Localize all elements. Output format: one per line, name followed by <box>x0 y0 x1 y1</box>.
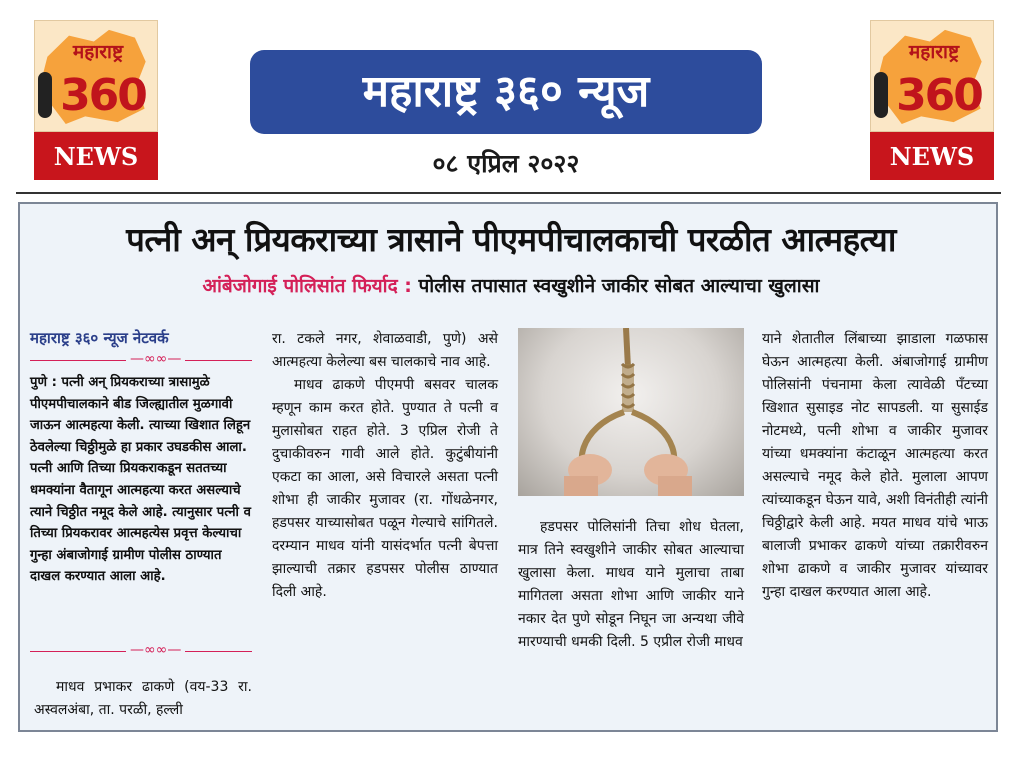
article-subhead <box>28 272 994 298</box>
column-2-para-1: रा. टकले नगर, शेवाळवाडी, पुणे) असे आत्महत्या केलेल्या बस चालकाचे नाव आहे. <box>272 331 498 370</box>
subhead-lead: आंबेजोगाई पोलिसांत फिर्याद : <box>202 275 412 297</box>
logo-number: 360 <box>896 70 982 121</box>
article-headline: पत्नी अन् प्रियकराच्या त्रासाने पीएमपीचालकाची परळीत आत्महत्या <box>126 220 896 259</box>
noose-photo <box>518 328 744 496</box>
column-4-text: याने शेतातील लिंबाच्या झाडाला गळफास घेऊन आत्महत्या केली. अंबाजोगाई ग्रामीण पोलिसांनी पंचनामा केला त्यावेळी पँटच्या खिशात सुसाइड नोट सापडली. या सुसाईड नोटमध्ये, पत्नी शोभा व जाकीर मुजावर यांच्या धमक्यांना कंटाळून आत्महत्या करत असल्याचे नमूद केले होते. मुलाला आपण त्यांच्याकडून घेऊन यावे, अशी विनंतीही त्यांनी चिठ्ठीद्वारे केली आहे. मयत माधव यांचे भाऊ बालाजी प्रभाकर ढाकणे यांच्या तक्रारीवरुन शोभा ढाकणे व जाकीर मुजावर यांच्यावर गुन्हा दाखल करण्यात आला आहे. <box>762 331 988 600</box>
masthead-date: ०८ एप्रिल २०२२ <box>432 149 580 178</box>
divider-ornament: —∞∞— <box>126 350 185 368</box>
network-byline: महाराष्ट्र ३६० न्यूज नेटवर्क <box>30 329 169 347</box>
article-column-4 <box>762 328 988 604</box>
column-1-text: माधव प्रभाकर ढाकणे (वय-33 रा. अस्वलअंबा, ता. परळी, हल्ली <box>34 679 252 718</box>
logo-right <box>870 20 994 180</box>
ornament-divider-top <box>30 351 252 367</box>
logo-news-text: NEWS <box>53 142 139 171</box>
logo-number: 360 <box>60 70 146 121</box>
masthead-title: महाराष्ट्र ३६० न्यूज <box>250 50 762 134</box>
logo-news-text: NEWS <box>889 142 975 171</box>
divider-ornament: —∞∞— <box>126 641 185 659</box>
logo-state-text: महाराष्ट्र <box>908 41 960 63</box>
summary-box: पुणे : पत्नी अन् प्रियकराच्या त्रासामुळे पीएमपीचालकाने बीड जिल्ह्यातील मुळगावी जाऊन आत्महत्या केली. त्याच्या खिशात लिहून ठेवलेल्या चिठ्ठीमुळे हा प्रकार उघडकीस आला. पत्नी आणि तिच्या प्रियकराकडून सततच्या धमक्यांना वैतागून आत्महत्या करत असल्याचे त्याने चिठ्ठीत नमूद केले आहे. त्यानुसार पत्नी व तिच्या प्रियकरावर आत्महत्येस प्रवृत्त केल्याचा गुन्हा अंबाजोगाई ग्रामीण पोलीस ठाण्यात दाखल करण्यात आला आहे. <box>30 375 251 585</box>
column-3-text: हडपसर पोलिसांनी तिचा शोध घेतला, मात्र तिने स्वखुशीने जाकीर सोबत आल्याचा खुलासा केला. माधव याने मुलाचा ताबा मागितला असता शोभा आणि जाकीर याने नकार देत पुणे सोडून निघून जा अन्यथा जीवे मारण्याची धमकी दिली. 5 एप्रील रोजी माधव <box>518 519 744 650</box>
ornament-divider-bottom <box>30 642 252 658</box>
column-2-para-2: माधव ढाकणे पीएमपी बसवर चालक म्हणून काम करत होते. पुण्यात ते पत्नी व मुलासोबत राहत होते. 3 एप्रिल रोजी ते दुचाकीवरुन गावी आले होते. कुटुंबीयांनी एकटा का आला, असे विचारले असता पत्नी शोभा ही जाकीर मुजावर (रा. गोंधळेनगर, हडपसर याच्यासोबत पळून गेल्याचे सांगितले. दरम्यान माधव यांनी यासंदर्भात पत्नी बेपत्ता झाल्याची तक्रार हडपसर पोलीस ठाण्यात दिली आहे. <box>272 377 498 600</box>
article-column-2 <box>272 328 498 604</box>
article-column-3 <box>518 516 744 654</box>
subhead-rest: पोलीस तपासात स्वखुशीने जाकीर सोबत आल्याचा खुलासा <box>418 275 820 297</box>
masthead-rule <box>16 192 1001 194</box>
article-column-1 <box>34 676 252 722</box>
logo-state-text: महाराष्ट्र <box>72 41 124 63</box>
logo-left <box>34 20 158 180</box>
noose-illustration <box>518 328 744 496</box>
